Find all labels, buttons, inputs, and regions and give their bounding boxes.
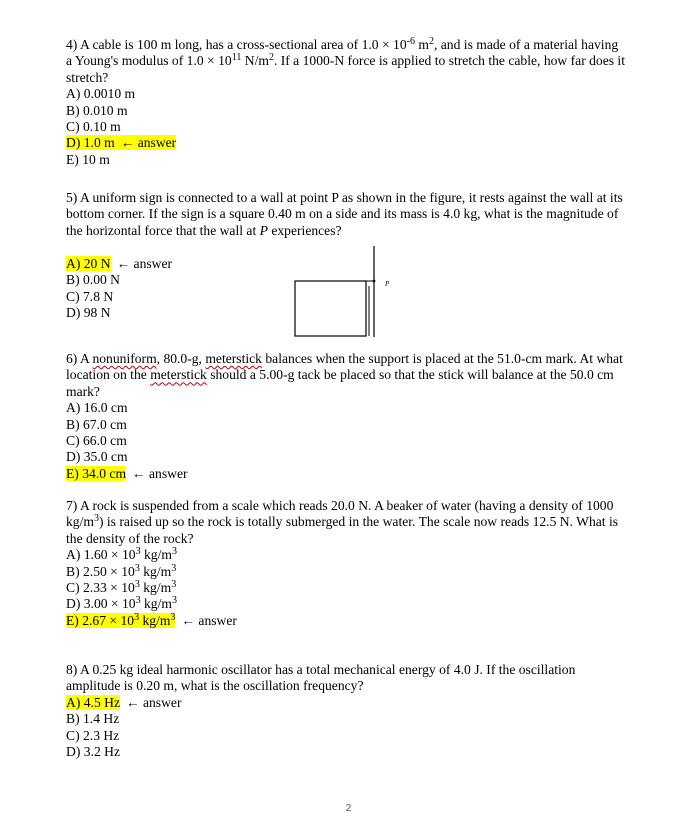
question-7-options xyxy=(66,547,626,629)
answer-marker: ← answer xyxy=(120,135,177,151)
question-4-options xyxy=(66,86,626,168)
answer-highlight: A) 4.5 Hz xyxy=(66,694,120,710)
option: A) 16.0 cm xyxy=(66,400,128,416)
answer-marker: ← answer xyxy=(116,256,173,271)
option: C) 66.0 cm xyxy=(66,433,127,449)
question-8-stem: 8) A 0.25 kg ideal harmonic oscillator has a total mechanical energy of 4.0 J. If the oscillation amplitude is 0.20 m, what is the oscillation frequency? xyxy=(66,662,576,694)
question-5-options xyxy=(66,256,172,322)
option-answer xyxy=(66,695,626,711)
answer-marker: ← answer xyxy=(125,694,182,710)
question-4-stem: 4) A cable is 100 m long, has a cross-sectional area of $1.0 \times 10^{-6}$ $m^2$, and is made of a material having a Young's modulus of $1.0 \times 10^{11}$ $N/m^2$. If a 1000-N force is applied to stretch the cable, how far does it stretch? xyxy=(66,36,625,85)
question-7-stem: 7) A rock is suspended from a scale which reads 20.0 N. A beaker of water (having a density of 1000 $kg/m^3$) is raised up so the rock is totally submerged in the water. The scale now reads 12.5 N. What is the density of the rock? xyxy=(66,498,619,546)
question-6 xyxy=(66,351,626,482)
question-8 xyxy=(66,662,626,760)
sign-square xyxy=(295,281,366,336)
option-answer xyxy=(66,256,172,272)
pivot-point xyxy=(373,280,376,283)
answer-marker: ← answer xyxy=(132,465,188,481)
spellcheck-word: meterstick xyxy=(205,351,262,366)
spellcheck-word: nonuniform xyxy=(92,351,157,366)
option: C) 0.10 m xyxy=(66,119,121,135)
option: D) 35.0 cm xyxy=(66,449,128,465)
option: B) 1.4 Hz xyxy=(66,711,120,727)
option: D) 98 N xyxy=(66,305,111,321)
question-5 xyxy=(66,190,626,321)
question-8-options xyxy=(66,695,626,761)
question-6-options xyxy=(66,400,626,482)
option: E) 10 m xyxy=(66,151,110,167)
answer-highlight: A) 20 N xyxy=(66,256,111,271)
sign-wall-figure xyxy=(293,244,393,344)
spellcheck-word: meterstick xyxy=(150,367,207,383)
option: C) 2.3 Hz xyxy=(66,727,120,743)
question-4 xyxy=(66,37,626,168)
option: B) 0.010 m xyxy=(66,102,128,118)
option: C) $2.33 \times 10^3$ $kg/m^3$ xyxy=(66,579,177,596)
option: D) 3.2 Hz xyxy=(66,744,120,760)
answer-highlight: D) 1.0 m ← answer xyxy=(66,135,177,151)
option: A) $1.60 \times 10^3$ $kg/m^3$ xyxy=(66,546,177,563)
option: A) 0.0010 m xyxy=(66,86,136,102)
option-answer xyxy=(66,135,626,151)
question-5-stem: 5) A uniform sign is connected to a wall at point P as shown in the figure, it rests against the wall at its bottom corner. If the sign is a square 0.40 m on a side and its mass is 4.0 kg, what is the magnitude of the horizontal force that the wall at P experiences? xyxy=(66,190,623,238)
page-number: 2 xyxy=(345,803,352,814)
point-p-label: P xyxy=(385,280,390,288)
option-answer xyxy=(66,466,626,482)
option: B) $2.50 \times 10^3$ $kg/m^3$ xyxy=(66,562,177,579)
answer-highlight: E) 34.0 cm xyxy=(66,465,127,481)
question-7 xyxy=(66,498,626,629)
option: D) $3.00 \times 10^3$ $kg/m^3$ xyxy=(66,595,177,612)
question-6-stem: 6) A nonuniform, 80.0-g, meterstick balances when the support is placed at the 51.0-cm mark. At what location on the meterstick should a 5.00-g tack be placed so that the stick will balance at the 50.0 cm mark? xyxy=(66,351,623,399)
option: C) 7.8 N xyxy=(66,288,114,304)
option-answer xyxy=(66,613,626,629)
answer-marker: ← answer xyxy=(181,612,237,628)
option: B) 0.00 N xyxy=(66,272,120,288)
option: B) 67.0 cm xyxy=(66,416,127,432)
answer-highlight: E) $2.67 \times 10^3$ $kg/m^3$ xyxy=(66,611,176,628)
